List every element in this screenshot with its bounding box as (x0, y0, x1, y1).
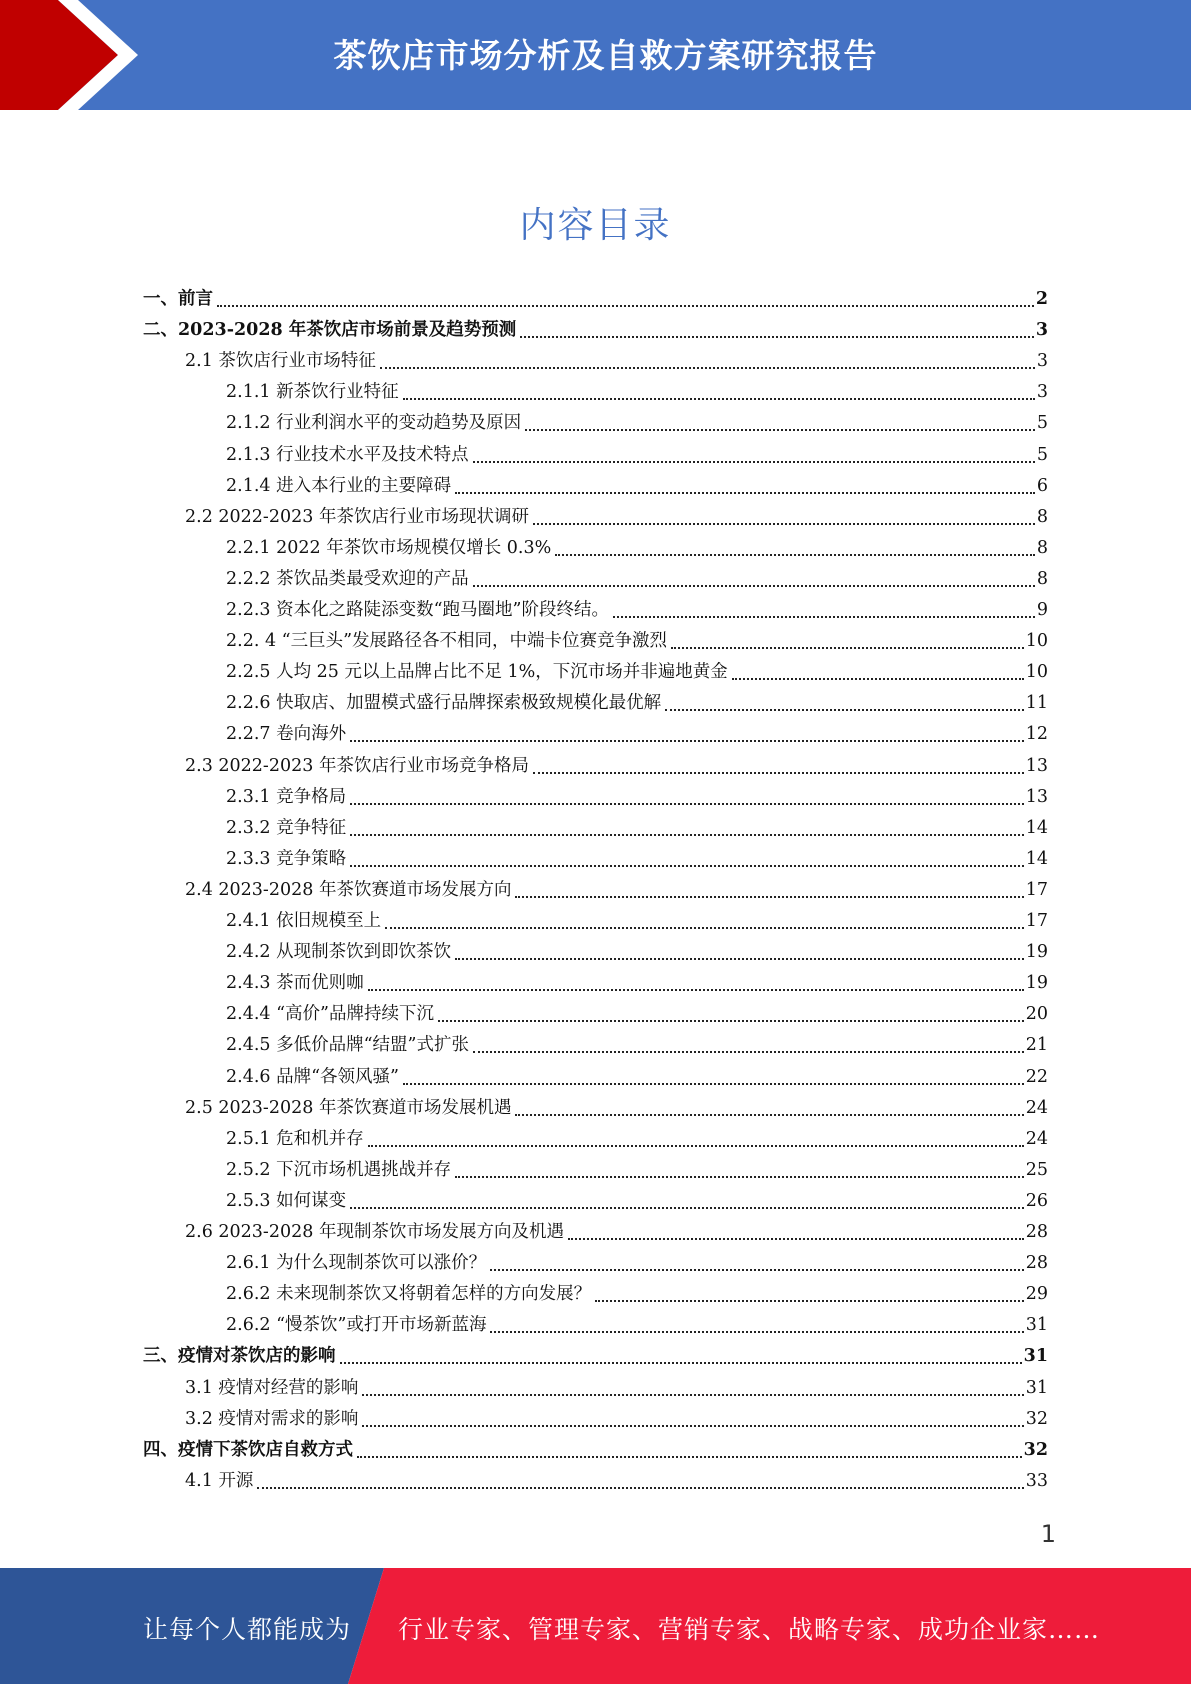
toc-entry-label: 2.2.1 2022 年茶饮市场规模仅增长 0.3% (226, 537, 552, 558)
report-title: 茶饮店市场分析及自救方案研究报告 (333, 36, 878, 75)
toc-dot-leader (473, 1051, 1024, 1053)
toc-entry[interactable] (226, 906, 1048, 937)
toc-dot-leader (473, 585, 1035, 587)
toc-dot-leader (350, 1207, 1024, 1209)
toc-dot-leader (357, 1456, 1022, 1458)
toc-entry-label: 四、疫情下茶饮店自救方式 (143, 1439, 353, 1460)
toc-entry-page: 5 (1036, 413, 1048, 434)
toc-entry-label: 2.3.3 竞争策略 (226, 848, 347, 869)
footer-banner (0, 1568, 1191, 1684)
toc-entry-page: 8 (1036, 537, 1048, 558)
toc-entry-page: 8 (1036, 568, 1048, 589)
toc-entry-label: 2.4.2 从现制茶饮到即饮茶饮 (226, 942, 452, 963)
toc-entry-page: 10 (1025, 631, 1048, 652)
toc-dot-leader (350, 865, 1024, 867)
toc-entry-page: 21 (1025, 1035, 1048, 1056)
toc-entry[interactable] (226, 1030, 1048, 1061)
toc-entry[interactable] (226, 999, 1048, 1030)
toc-entry-label: 4.1 开源 (185, 1470, 254, 1491)
toc-entry-label: 2.4.6 品牌“各领风骚” (226, 1066, 399, 1087)
toc-dot-leader (362, 1425, 1023, 1427)
toc-entry-label: 2.2.3 资本化之路陡添变数“跑马圈地”阶段终结。 (226, 600, 609, 620)
toc-dot-leader (671, 647, 1024, 649)
toc-entry[interactable] (143, 1435, 1048, 1466)
toc-entry-page: 3 (1036, 382, 1048, 403)
toc-entry-label: 一、前言 (143, 289, 213, 309)
toc-entry-label: 2.4.4 “高价”品牌持续下沉 (226, 1004, 434, 1025)
toc-entry[interactable] (185, 1404, 1048, 1435)
toc-entry-page: 24 (1025, 1128, 1048, 1149)
toc-entry[interactable] (185, 502, 1048, 533)
toc-entry[interactable] (226, 1310, 1048, 1341)
toc-entry[interactable] (185, 346, 1048, 377)
toc-entry-page: 19 (1025, 942, 1048, 963)
toc-dot-leader (520, 336, 1034, 338)
page-number: 1 (1040, 1520, 1056, 1548)
toc-dot-leader (438, 1020, 1024, 1022)
footer-slogan-right: 行业专家、管理专家、营销专家、战略专家、成功企业家…… (398, 1615, 1101, 1644)
toc-entry[interactable] (143, 315, 1048, 346)
toc-entry-label: 2.2.2 茶饮品类最受欢迎的产品 (226, 568, 469, 589)
toc-entry-label: 2.4 2023-2028 年茶饮赛道市场发展方向 (185, 879, 512, 900)
toc-entry-page: 29 (1025, 1284, 1048, 1305)
toc-entry-page: 6 (1036, 475, 1048, 496)
toc-dot-leader (455, 492, 1035, 494)
toc-dot-leader (455, 958, 1024, 960)
toc-entry[interactable] (226, 377, 1048, 408)
toc-entry[interactable] (226, 1124, 1048, 1155)
toc-dot-leader (473, 461, 1035, 463)
toc-entry[interactable] (185, 1373, 1048, 1404)
toc-dot-leader (515, 1114, 1023, 1116)
toc-dot-leader (217, 305, 1034, 307)
toc-dot-leader (665, 709, 1024, 711)
toc-entry[interactable] (226, 968, 1048, 999)
toc-entry[interactable] (226, 533, 1048, 564)
toc-entry-label: 2.5.1 危和机并存 (226, 1128, 364, 1149)
toc-entry-label: 2.4.1 依旧规模至上 (226, 911, 382, 931)
toc-entry[interactable] (226, 813, 1048, 844)
toc-entry-label: 2.1.4 进入本行业的主要障碍 (226, 475, 452, 496)
toc-entry[interactable] (185, 751, 1048, 782)
toc-entry-page: 19 (1025, 973, 1048, 994)
toc-entry-page: 8 (1036, 506, 1048, 527)
toc-entry-label: 二、2023-2028 年茶饮店市场前景及趋势预测 (143, 320, 517, 341)
toc-entry-label: 2.2.5 人均 25 元以上品牌占比不足 1%，下沉市场并非遍地黄金 (226, 662, 728, 683)
toc-dot-leader (533, 772, 1024, 774)
toc-entry-page: 25 (1025, 1159, 1048, 1180)
toc-dot-leader (555, 554, 1035, 556)
toc-entry-label: 三、疫情对茶饮店的影响 (143, 1346, 336, 1367)
toc-dot-leader (732, 678, 1024, 680)
toc-entry-page: 32 (1025, 1408, 1048, 1429)
toc-dot-leader (380, 367, 1035, 369)
toc-entry-page: 31 (1025, 1315, 1048, 1336)
toc-entry-page: 32 (1023, 1439, 1048, 1460)
toc-entry-label: 3.2 疫情对需求的影响 (185, 1408, 359, 1429)
toc-entry[interactable] (226, 471, 1048, 502)
toc-entry-label: 2.4.3 茶而优则咖 (226, 973, 364, 994)
toc-entry-label: 2.6.2 “慢茶饮”或打开市场新蓝海 (226, 1315, 487, 1336)
toc-entry-label: 2.6 2023-2028 年现制茶饮市场发展方向及机遇 (185, 1222, 564, 1242)
toc-entry-page: 31 (1025, 1377, 1048, 1398)
toc-entry-page: 20 (1025, 1004, 1048, 1025)
toc-entry-page: 17 (1025, 879, 1048, 900)
toc-entry-page: 33 (1025, 1470, 1048, 1491)
toc-dot-leader (257, 1487, 1023, 1489)
toc-entry[interactable] (226, 1186, 1048, 1217)
toc-entry-page: 10 (1025, 662, 1048, 683)
toc-entry[interactable] (226, 1248, 1048, 1279)
toc-dot-leader (385, 927, 1024, 929)
toc-entry[interactable] (226, 440, 1048, 471)
toc-entry-page: 3 (1035, 320, 1048, 341)
toc-entry-page: 14 (1025, 848, 1048, 869)
toc-entry-label: 2.5 2023-2028 年茶饮赛道市场发展机遇 (185, 1097, 512, 1118)
toc-dot-leader (490, 1269, 1024, 1271)
toc-entry-page: 13 (1025, 755, 1048, 776)
toc-entry-page: 14 (1025, 817, 1048, 838)
toc-entry[interactable] (226, 937, 1048, 968)
toc-entry[interactable] (185, 1217, 1048, 1248)
toc-entry[interactable] (226, 719, 1048, 750)
toc-dot-leader (403, 398, 1035, 400)
toc-entry-page: 11 (1025, 693, 1048, 714)
toc-entry[interactable] (143, 1341, 1048, 1372)
toc-entry[interactable] (226, 564, 1048, 595)
toc-entry-label: 2.1.3 行业技术水平及技术特点 (226, 444, 469, 465)
toc-dot-leader (368, 989, 1024, 991)
toc-dot-leader (455, 1176, 1024, 1178)
toc-entry[interactable] (143, 284, 1048, 315)
toc-entry-label: 2.3 2022-2023 年茶饮店行业市场竞争格局 (185, 755, 529, 776)
toc-dot-leader (368, 1145, 1024, 1147)
toc-entry-label: 3.1 疫情对经营的影响 (185, 1377, 359, 1398)
toc-entry[interactable] (226, 844, 1048, 875)
toc-dot-leader (533, 523, 1035, 525)
toc-dot-leader (515, 896, 1023, 898)
toc-entry-label: 2.2.6 快取店、加盟模式盛行品牌探索极致规模化最优解 (226, 693, 662, 714)
toc-dot-leader (525, 429, 1035, 431)
toc-heading: 内容目录 (519, 205, 672, 246)
toc-entry-page: 22 (1025, 1066, 1048, 1087)
toc-entry-label: 2.1.2 行业利润水平的变动趋势及原因 (226, 413, 522, 434)
toc-entry[interactable] (226, 688, 1048, 719)
toc-entry-label: 2.5.2 下沉市场机遇挑战并存 (226, 1159, 452, 1180)
toc-entry[interactable] (226, 626, 1048, 657)
toc-dot-leader (595, 1300, 1024, 1302)
toc-entry[interactable] (226, 595, 1048, 626)
toc-entry-label: 2.2 2022-2023 年茶饮店行业市场现状调研 (185, 506, 529, 527)
toc-dot-leader (350, 803, 1024, 805)
toc-entry-label: 2.3.1 竞争格局 (226, 786, 347, 807)
toc-dot-leader (568, 1238, 1024, 1240)
toc-entry-label: 2.5.3 如何谋变 (226, 1190, 347, 1211)
toc-entry-page: 28 (1025, 1222, 1048, 1242)
toc-entry-page: 2 (1035, 289, 1048, 309)
toc-entry-page: 13 (1025, 786, 1048, 807)
footer-slogan-left: 让每个人都能成为 (143, 1615, 352, 1644)
toc-entry-label: 2.3.2 竞争特征 (226, 817, 347, 838)
toc-dot-leader (350, 740, 1024, 742)
toc-entry[interactable] (185, 875, 1048, 906)
toc-entry-label: 2.2. 4 “三巨头”发展路径各不相同，中端卡位赛竞争激烈 (226, 631, 668, 652)
toc-entry[interactable] (226, 657, 1048, 688)
toc-entry-page: 24 (1025, 1097, 1048, 1118)
toc-entry-page: 3 (1036, 351, 1048, 372)
toc-entry-page: 12 (1025, 724, 1048, 745)
toc-entry-page: 31 (1023, 1346, 1048, 1367)
toc-entry[interactable] (226, 1155, 1048, 1186)
toc-entry-page: 17 (1025, 911, 1048, 931)
header-banner (0, 0, 1191, 110)
toc-entry-label: 2.1.1 新茶饮行业特征 (226, 382, 399, 403)
toc-dot-leader (362, 1394, 1023, 1396)
toc-entry-label: 2.2.7 卷向海外 (226, 724, 347, 745)
toc-entry[interactable] (185, 1466, 1048, 1497)
toc-dot-leader (613, 616, 1035, 618)
toc-dot-leader (340, 1362, 1022, 1364)
toc-entry[interactable] (226, 782, 1048, 813)
toc-entry-label: 2.6.1 为什么现制茶饮可以涨价？ (226, 1253, 487, 1274)
toc-dot-leader (490, 1331, 1023, 1333)
toc-entry[interactable] (226, 1062, 1048, 1093)
toc-entry[interactable] (185, 1093, 1048, 1124)
toc-entry-label: 2.6.2 未来现制茶饮又将朝着怎样的方向发展？ (226, 1284, 592, 1305)
toc-dot-leader (350, 834, 1024, 836)
toc-entry[interactable] (226, 408, 1048, 439)
toc-entry-label: 2.1 茶饮店行业市场特征 (185, 351, 376, 372)
toc-entry-page: 26 (1025, 1190, 1048, 1211)
toc-entry-page: 5 (1036, 444, 1048, 465)
toc-entry[interactable] (226, 1279, 1048, 1310)
toc-entry-label: 2.4.5 多低价品牌“结盟”式扩张 (226, 1035, 469, 1056)
toc-dot-leader (403, 1083, 1024, 1085)
toc-entry-page: 9 (1036, 600, 1048, 620)
toc-entry-page: 28 (1025, 1253, 1048, 1274)
